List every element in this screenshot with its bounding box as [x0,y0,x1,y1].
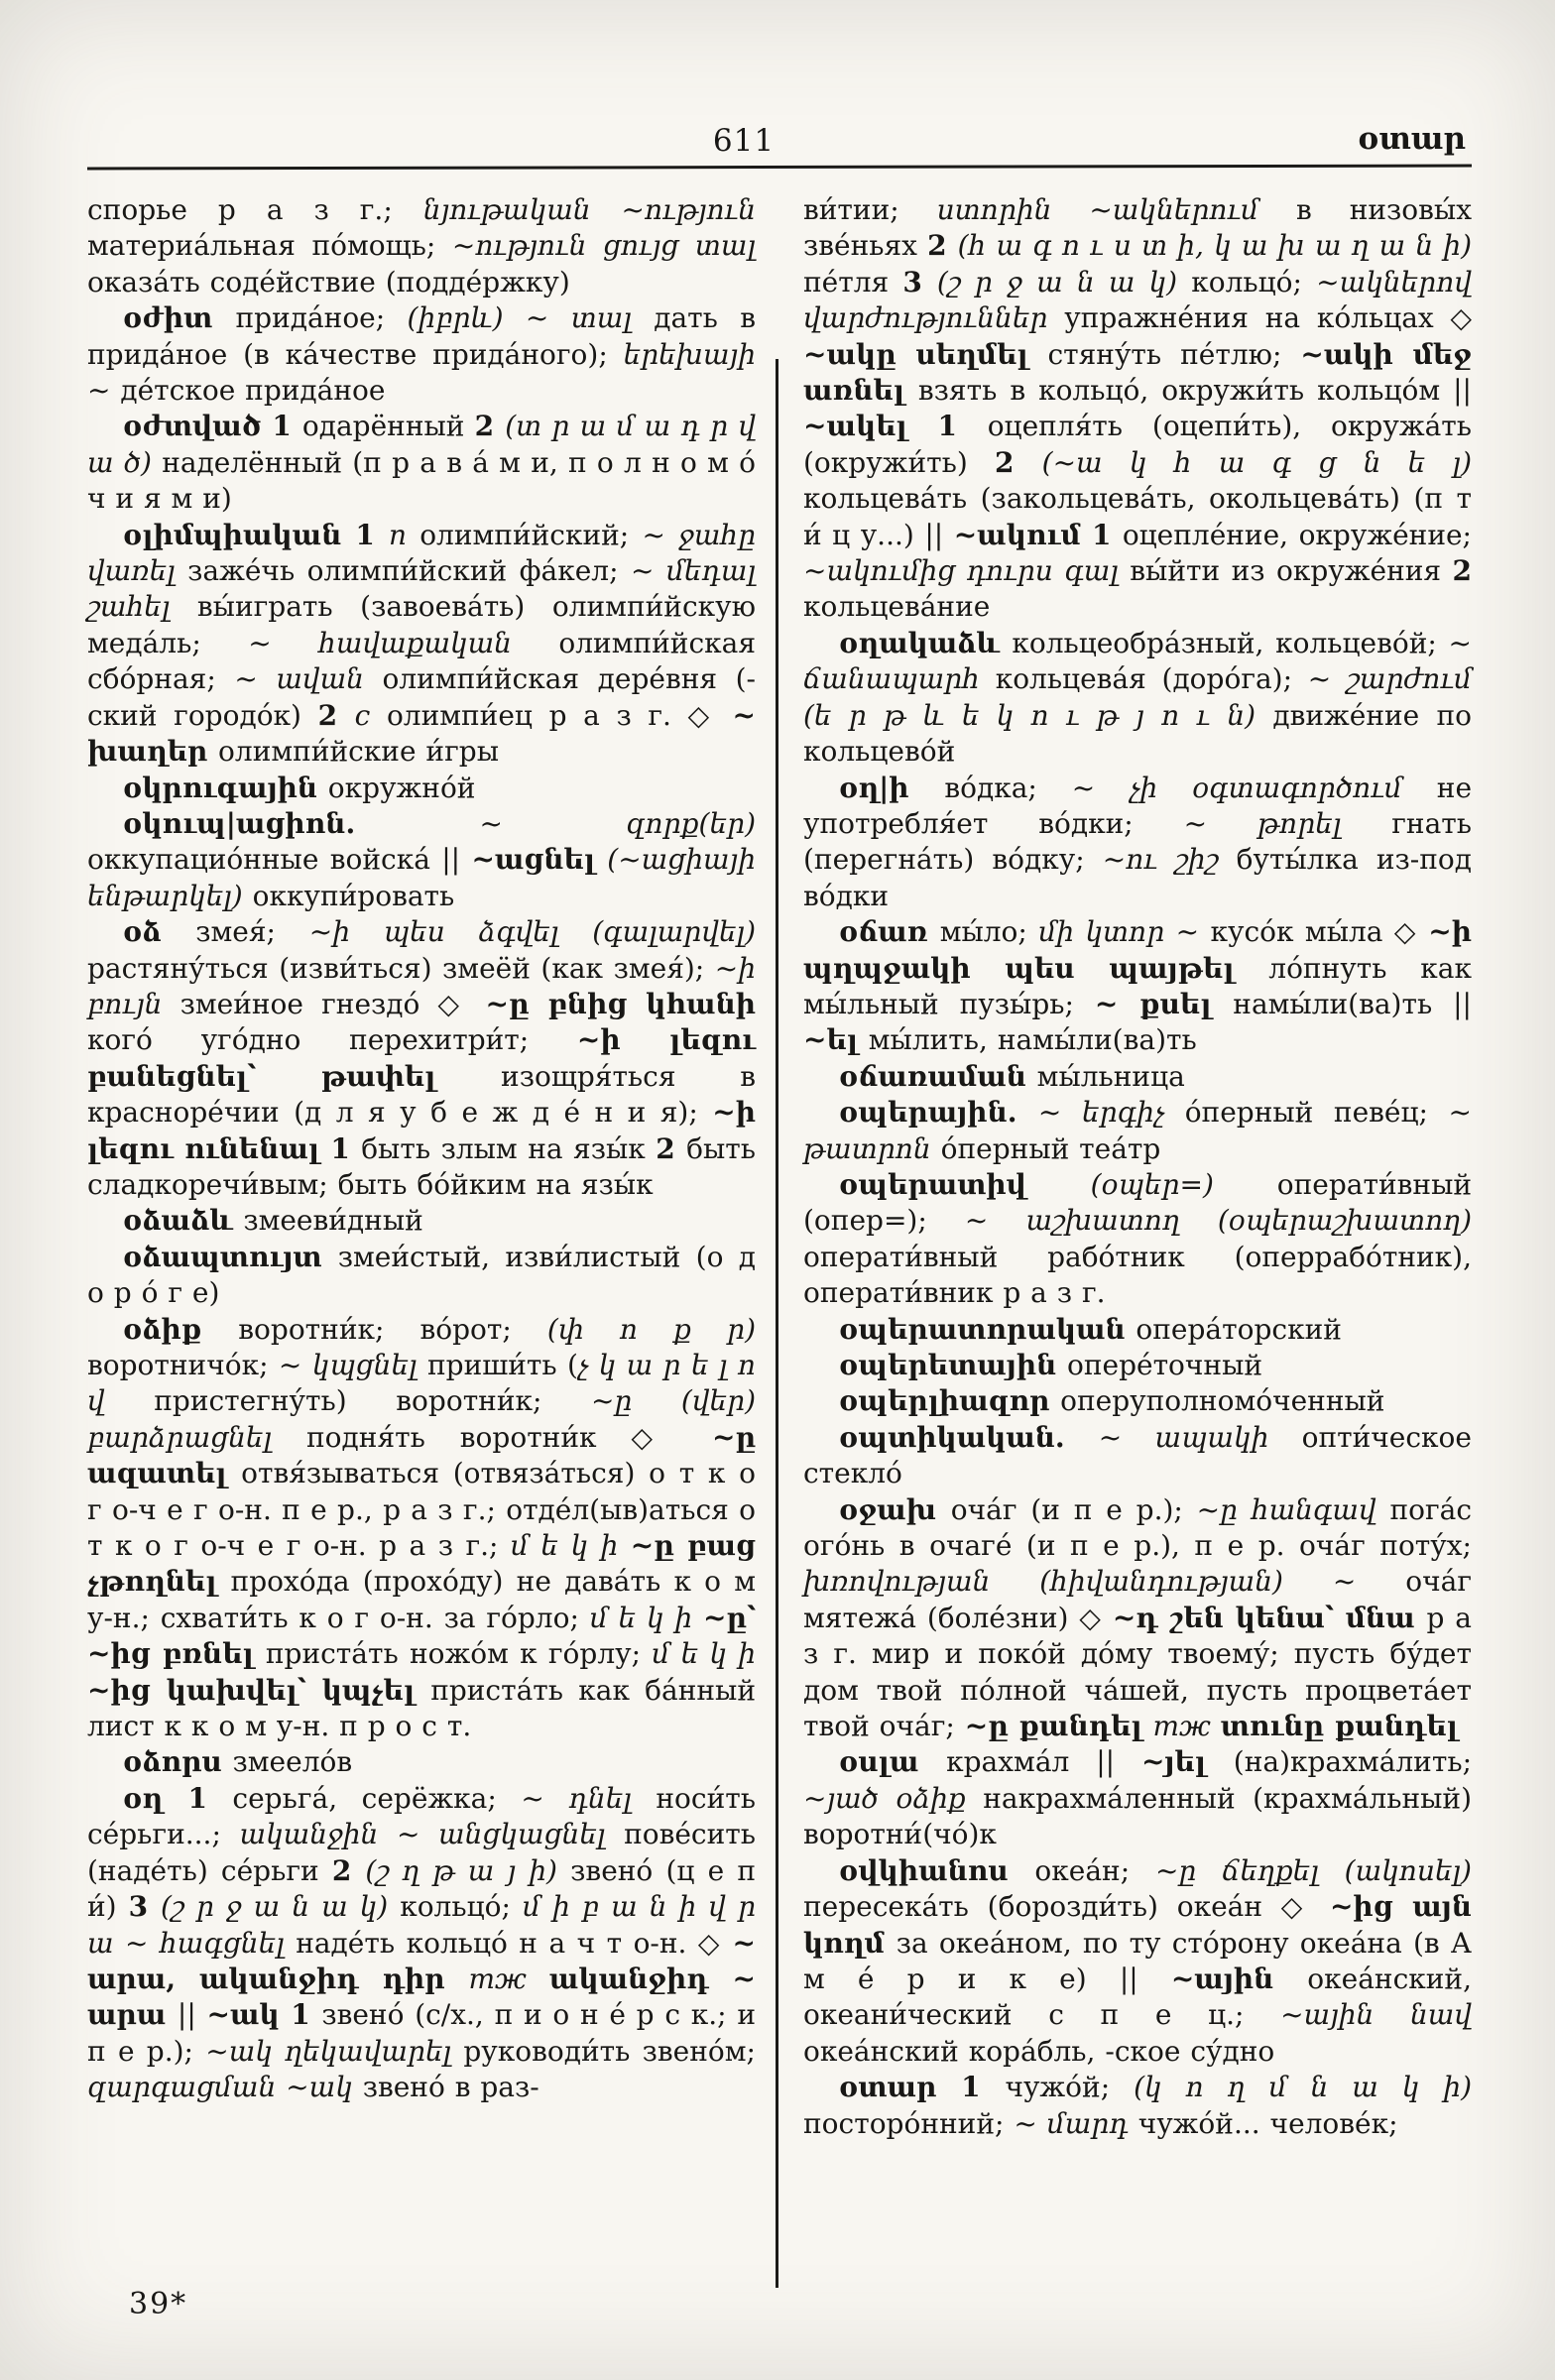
text-run: չ կ ա ր ե լ ո վ [87,1349,757,1418]
dictionary-entry [87,518,756,771]
text-run: ականջին ~ անցկացնել [239,1818,625,1851]
text-run: де́тское прида́ное [120,374,386,408]
dictionary-entry [87,1744,756,1780]
dictionary-entry [87,1240,756,1312]
text-run: за океа́ном, по ту сто́рону океа́на (в А м е́ р и к е) || [803,1926,1472,1995]
text-run: океа́нский кора́бль, -ское су́дно [803,2034,1275,2068]
text-run: օճառաման [839,1059,1037,1093]
text-run: тж [1152,1710,1221,1743]
text-run: кольцева́я (доро́га); [995,662,1308,696]
text-run: звено́ (ц е п и́) [87,1853,756,1924]
text-run: во́дка; [944,771,1072,804]
text-run: приста́ть ножо́м к го́рлу; [265,1637,653,1671]
text-run: не употребля́ет во́дки; [803,771,1473,840]
text-run: օպերատիվ [839,1167,1091,1201]
text-run: оцепля́ть (оцепи́ть), окружа́ть (окружи́ть) [803,410,1472,479]
text-run: с [354,698,387,732]
text-run: о́перный теа́тр [940,1131,1161,1165]
text-run: заже́чь олимпи́йский фа́кел; [187,554,631,588]
text-run: (հ ա գ ո ւ ս տ ի, կ ա խ ա ղ ա ն ի) [957,229,1473,263]
text-run: օլիմպիական 1 [123,518,389,551]
text-run: մի կտոր ~ [1038,915,1211,949]
text-run: 2 [656,1131,687,1165]
text-run: օժտված 1 [123,410,302,443]
text-run: ~ակներով վարժություններ [803,265,1473,335]
dictionary-entry [87,806,756,914]
text-run: о́перный певе́ц; [1184,1096,1449,1130]
text-run: ~ի լեզու բանեցնել՝ թափել [87,1023,756,1093]
text-run: чужо́й; [1005,2071,1135,2104]
text-run: ~ հավաքական [248,626,559,659]
text-run: ~ացնել [471,843,608,877]
text-run: воротничо́к; [87,1349,279,1381]
text-run: ~ը քանդել [964,1710,1153,1743]
text-run: ~ային [1170,1962,1308,1995]
text-run: пога́с ого́нь в очаге́ (и п е р.), п е р. оча́г поту́х; [803,1492,1473,1563]
text-run: ~ խաղեր [87,698,756,769]
text-run: ~ակել 1 [803,410,988,443]
text-run: 2 [1452,554,1472,588]
text-run: ~ակ ղեկավարել [205,2034,464,2068]
text-run: пе́тля [803,265,903,298]
column-right [803,192,1472,2142]
text-run: движе́ние по кольцево́й [803,698,1473,769]
text-run: օպերային. [839,1096,1038,1130]
text-run: օձիք [123,1312,239,1346]
text-run: ~ մարդ [1014,2106,1138,2140]
dictionary-entry [87,192,756,300]
text-run: ~ ապակի [1098,1420,1302,1454]
text-run: 2 [331,1853,366,1887]
text-run: окружно́й [327,771,476,804]
text-run: вы́йти из окруже́ния [1130,554,1453,588]
dictionary-entry [803,1420,1472,1492]
text-run: ~ից այն կողմ [803,1890,1472,1960]
text-run: ստորին ~ակներում [936,193,1297,226]
dictionary-entry [87,1312,756,1745]
text-run: մ ե կ ի [652,1637,757,1671]
text-run: խռովության (հիվանդության) ~ [803,1565,1406,1599]
text-run: ~յած օձիք [803,1781,984,1815]
text-run: змеи́ное гнездо́ ◇ [179,987,486,1020]
text-run: одарённый [301,410,475,443]
text-run: օտար 1 [839,2071,1006,2104]
text-run: ~ել [803,1023,869,1057]
text-run: оперуполномо́ченный [1060,1384,1385,1418]
text-run: операти́вный (опер=); [803,1167,1473,1238]
text-run: стяну́ть пе́тлю; [1047,337,1301,371]
text-run: кольцева́ть (закольцева́ть, окольцева́ть) (п т и́ ц у...) || [803,482,1472,551]
text-run: материа́льная по́мощь; [87,229,452,263]
text-run: (на)крахма́лить; [1233,1745,1472,1779]
text-run: воротни́к; во́рот; [238,1312,547,1346]
text-run: наде́ть кольцо́ н а ч т о-н. ◇ [296,1926,733,1960]
text-run: օջախ [839,1492,951,1526]
text-run: взять в кольцо́, окружи́ть кольцо́м || [917,374,1472,408]
text-run: ~ արա, ականջիդ դիր [87,1926,756,1995]
dictionary-entry [87,300,756,409]
text-run: ви́тии; [803,193,937,226]
text-run: ~ը բնից կհանի [485,987,756,1020]
dictionary-entry [803,626,1472,771]
text-run: ~ի լեզու ունենալ 1 [87,1096,756,1165]
dictionary-entry [803,914,1472,1059]
text-run: опера́торский [1136,1312,1342,1346]
dictionary-entry [803,1167,1472,1312]
text-run: вы́играть (завоева́ть) олимпи́йскую меда́ль; [87,590,756,659]
text-run: звено́ в раз- [362,2071,539,2104]
text-run: ականջիդ ~ արա [87,1962,757,2032]
dictionary-entry [803,1744,1472,1852]
text-run: օպերլիազոր [839,1384,1061,1418]
page-number: 611 [712,123,776,159]
text-run: օձաձև [123,1204,244,1238]
text-run: օկրուգային [123,771,328,804]
text-run: ~ի պղպջակի պես պայթել [803,915,1473,985]
text-run: приши́ть ( [426,1349,578,1381]
text-run: ~ զորք(եր) [479,806,757,840]
text-run: олимпи́йская сбо́рная; [87,626,757,696]
text-run: օժիտ [123,301,236,335]
text-run: ~ դնել [521,1781,657,1815]
text-run: օղ|ի [839,771,945,804]
text-run: 2 [995,445,1042,479]
text-run: опере́точный [1066,1349,1263,1381]
text-run: ~ աշխատող (օպերաշխատող) [964,1204,1473,1238]
text-run: (~ացիայի ենթարկել) [87,843,756,912]
text-run: накрахма́ленный (крахма́льный) воротни́(чо́)к [803,1781,1472,1851]
text-run: наделённый (п р а в а́ м и, п о л н о м о́ ч и я м и) [87,445,756,516]
dictionary-entry [803,1095,1472,1167]
text-run: звено́ (с/х., п и о н е́ р с к.; и п е р.); [87,1998,756,2068]
text-run: пересека́ть (борозди́ть) океа́н ◇ [803,1890,1330,1924]
dictionary-entry [803,192,1472,626]
text-run: օպերատորական [839,1312,1136,1346]
text-run: змееви́дный [243,1204,423,1238]
text-run: крахма́л || [946,1745,1141,1779]
text-run: ~ ջահը վառել [87,518,756,588]
text-run: ~ը՝ ~ից բռնել [87,1601,756,1671]
text-run: кольцо́; [400,1890,523,1924]
text-run: змеело́в [232,1745,353,1779]
text-run: մ ե կ ի [510,1529,631,1563]
dictionary-entry [87,409,756,517]
text-run: дать в прида́ное (в ка́честве прида́ного); [87,301,756,371]
text-run: (~ա կ հ ա գ ց ն ե լ) [1041,445,1472,479]
text-run: (շ ր ջ ա ն ա կ) [160,1890,401,1924]
text-run: օկուպ|ացիոն. [123,806,480,840]
text-run: ~յել [1140,1745,1234,1779]
text-run: ~ը (վեր) բարձրացնել [87,1384,756,1454]
text-run: նյութական ~ություն [422,193,756,226]
text-run: олимпи́йская дере́вня (-ский городо́к) [87,662,756,732]
dictionary-entry [87,1781,756,2106]
text-run: զարգացման ~ակ [87,2071,363,2104]
text-run: (շ ր ջ ա ն ա կ) [936,265,1192,298]
text-run: (օպեր=) [1090,1167,1277,1201]
text-run: 2 [474,410,506,443]
text-run: спорье [87,193,218,226]
text-run: прохо́да (прохо́ду) не дава́ть к о м у-н.; схвати́ть к о г о-н. за го́рло; [87,1565,757,1634]
text-run: оказа́ть соде́йствие (подде́ржку) [87,265,570,298]
text-run: ~ երգիչ [1037,1096,1185,1130]
dictionary-entry [87,1203,756,1239]
text-run: кольцева́ние [803,590,991,624]
text-run: (կ ո ղ մ ն ա կ ի) [1134,2071,1472,2104]
text-run: օձորս [123,1745,233,1779]
text-run: гнать (перегна́ть) во́дку; [803,806,1472,877]
dictionary-entry [803,2070,1472,2142]
text-run: оча́г (и п е р.); [950,1492,1197,1526]
text-run: ~ային նավ [1280,1998,1472,2032]
dictionary-entry [803,1059,1472,1095]
text-run: р а з г.; [217,193,423,226]
dictionary-entry [803,1348,1472,1383]
text-run: олимпи́йский; [419,518,643,551]
text-run: ~ թատրոն [803,1096,1472,1165]
dictionary-entry [803,1492,1472,1745]
text-run: кольцо́; [1191,265,1317,298]
text-run: океа́нский, океани́ческий с п е ц.; [803,1962,1472,2032]
dictionary-entry [803,1383,1472,1419]
text-run: ло́пнуть как мы́льный пузы́рь; [803,951,1472,1020]
text-run: мы́ло; [939,915,1039,949]
text-run: пристегну́ть) воротни́к; [154,1384,592,1418]
text-run: быть злым на язы́к [361,1131,657,1165]
text-run: օպտիկական. [839,1420,1099,1454]
text-block [87,192,1472,2142]
text-run: опти́ческое стекло́ [803,1420,1472,1490]
text-run: օղակաձև [839,626,1013,659]
text-run: кого́ уго́дно перехитри́т; [87,1023,577,1057]
text-run: ~ի բույն [87,951,756,1020]
text-run: ~ու շիշ [1102,843,1237,877]
text-run: прида́ное; [235,301,408,335]
guide-word: օտար [1358,121,1466,157]
text-run: намы́ли(ва)ть || [1233,987,1472,1020]
text-run: ~ը ճեղքել (ակոսել) [1155,1853,1472,1887]
column-left [87,192,756,2142]
text-run: змея́; [195,915,309,949]
text-run: ~ակը սեղմել [803,337,1048,371]
text-run: ~ը բաց չթողնել [87,1529,756,1599]
text-run: (փ ո ք ր) [546,1312,756,1346]
text-run: (շ ղ թ ա յ ի) [365,1853,571,1887]
text-run: ~ակումից դուրս գալ [803,554,1131,588]
header-rule [87,165,1472,171]
text-run: օճառ [839,915,940,949]
text-run: оккупацио́нные войска́ || [87,843,472,877]
text-run: 3 [128,1890,161,1924]
text-run: օձ [123,915,196,949]
text-run: змеи́стый, изви́листый (о д о р о́ г е) [87,1240,757,1310]
text-run: ~ից կախվել՝ կպչել [87,1673,431,1707]
text-run: երեխայի ~ [87,337,756,408]
text-run: օպերետային [839,1349,1067,1381]
text-run: 2 [927,229,958,263]
text-run: мы́лить, намы́ли(ва)ть [868,1023,1197,1057]
text-run: (իբրև) ~ տալ [407,301,655,335]
text-run: олимпи́ец р а з г. ◇ [386,698,733,732]
text-run: ~ը հանգավ [1196,1492,1390,1526]
text-run: օսլա [839,1745,947,1779]
dictionary-entry [803,771,1472,915]
text-run: ~ություն ցույց տալ [451,229,757,263]
text-run: буты́лка из-под во́дки [803,843,1472,912]
text-run: п [388,518,420,551]
text-run: операти́вный рабо́тник (оперрабо́тник), операти́вник р а з г. [803,1240,1472,1310]
text-run: оча́г мятежа́ (боле́зни) ◇ [803,1565,1472,1634]
text-run: ~ մեդալ շահել [87,554,756,624]
text-run: растяну́ться (изви́ться) змеёй (как змея́); [87,951,715,985]
text-run: р а з г. мир и поко́й до́му твоему́; пусть бу́дет дом твой по́лной ча́шей, пусть процвета́ет твой оча́г; [803,1601,1472,1743]
text-run: подня́ть воротни́к ◇ [306,1420,712,1454]
text-run: тж [468,1962,549,1995]
text-run: օղ 1 [123,1781,233,1815]
text-run: отвя́зываться (отвяза́ться) о т к о г о-ч е г о-н. п е р., р а з г.; отде́л(ыв)аться о т к о г о-ч е г о-н. р а з г.; [87,1457,756,1563]
text-run: кусо́к мы́ла ◇ [1210,915,1429,949]
text-run: ~ ճանապարհ [803,626,1473,696]
text-run: ~ակի մեջ առնել [803,337,1473,408]
text-run: 2 [317,698,355,732]
text-run: ~ակ 1 [206,1998,322,2032]
text-run: оцепле́ние, окруже́ние; [1122,518,1472,551]
text-run: ~ չի օգտագործում [1071,771,1437,804]
text-run: ~ շարժում (ե ր թ և ե կ ո ւ թ յ ո ւ ն) [803,662,1472,732]
text-run: руководи́ть звено́м; [463,2034,756,2068]
text-run: մ ի բ ա ն ի վ ր ա ~ հագցնել [87,1890,756,1960]
text-run: олимпи́йские и́гры [218,735,499,769]
dictionary-entry [87,771,756,806]
text-run: быть сладкоречи́вым; быть бо́йким на язы́к [87,1131,756,1201]
text-run: оккупи́ровать [252,879,455,912]
text-run: մ ե կ ի [589,1601,703,1634]
text-run: упражне́ния на ко́льцах ◇ [1064,301,1472,335]
text-run: океа́н; [1034,1853,1156,1887]
text-run: ~ի պես ձգվել (գալարվել) [308,915,756,949]
text-run: в низовы́х зве́ньях [803,193,1472,263]
text-run: носи́ть се́рьги...; [87,1781,756,1851]
text-run: || [177,1998,207,2032]
text-run: посторо́нний; [803,2106,1015,2140]
text-run: ~ ավան [234,662,383,696]
text-run: 3 [902,265,937,298]
text-run: ~դ շեն կենա՝ մնա [1112,1601,1427,1634]
text-run: ~ քսել [1094,987,1234,1020]
signature-mark: 39* [129,2287,188,2321]
text-run: мы́льница [1036,1059,1185,1093]
text-run: ~ակում 1 [953,518,1123,551]
text-run: серьга́, серёжка; [232,1781,522,1815]
text-run: (տ ր ա մ ա դ ր վ ա ծ) [87,410,756,479]
text-run: օվկիանոս [839,1853,1035,1887]
text-run: приста́ть как ба́нный лист к к о м у-н. п р о с т. [87,1673,756,1743]
text-run: кольцеобра́зный, кольцево́й; [1012,626,1449,659]
dictionary-entry [87,914,756,1203]
text-run: օձապտույտ [123,1240,338,1273]
text-run: ~ կպցնել [278,1349,427,1381]
text-run: чужо́й... челове́к; [1137,2106,1398,2140]
text-run: տունը քանդել [1220,1710,1458,1743]
dictionary-entry [803,1312,1472,1348]
dictionary-entry [803,1853,1472,2070]
text-run: ~ը ազատել [87,1420,756,1490]
text-run: ~ թորել [1183,806,1392,840]
text-run: пове́сить (наде́ть) се́рьги [87,1818,756,1887]
text-run: изощря́ться в красноре́чии (д л я у б е ж д е́ н и я); [87,1059,757,1130]
